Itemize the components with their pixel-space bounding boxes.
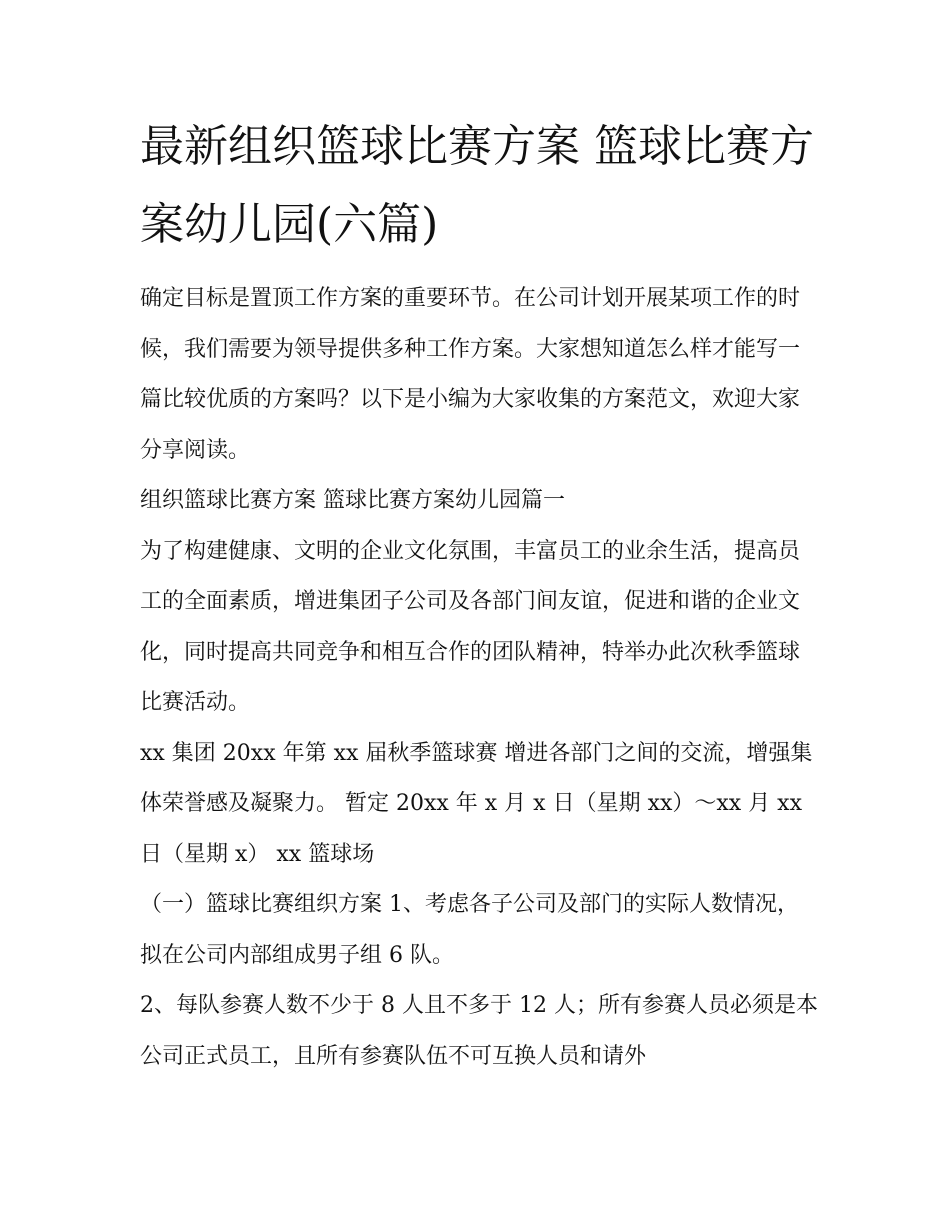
body-paragraph-3: （一）篮球比赛组织方案 1、考虑各子公司及部门的实际人数情况，拟在公司内部组成男子组 6 队。 <box>140 892 799 968</box>
intro-paragraph: 确定目标是置顶工作方案的重要环节。在公司计划开展某项工作的时候，我们需要为领导提供多种工作方案。大家想知道怎么样才能写一篇比较优质的方案吗？以下是小编为大家收集的方案范文，欢迎大家分享阅读。 <box>140 286 801 463</box>
body-paragraph-1: 为了构建健康、文明的企业文化氛围，丰富员工的业余生活，提高员工的全面素质，增进集团子公司及各部门间友谊，促进和谐的企业文化，同时提高共同竞争和相互合作的团队精神，特举办此次秋季篮球比赛活动。 <box>140 538 801 715</box>
body-paragraph-4: 2、每队参赛人数不少于 8 人且不多于 12 人；所有参赛人员必须是本公司正式员工，且所有参赛队伍不可互换人员和请外 <box>140 993 818 1069</box>
body-paragraph-2: xx 集团 20xx 年第 xx 届秋季篮球赛 增进各部门之间的交流，增强集体荣誉感及凝聚力。 暂定 20xx 年 x 月 x 日（星期 xx）～xx 月 xx 日（星期 x） xx 篮球场 <box>140 740 813 867</box>
document-page <box>140 108 820 1082</box>
section-heading: 组织篮球比赛方案 篮球比赛方案幼儿园篇一 <box>140 488 565 513</box>
document-title: 最新组织篮球比赛方案 篮球比赛方案幼儿园(六篇) <box>140 121 814 250</box>
